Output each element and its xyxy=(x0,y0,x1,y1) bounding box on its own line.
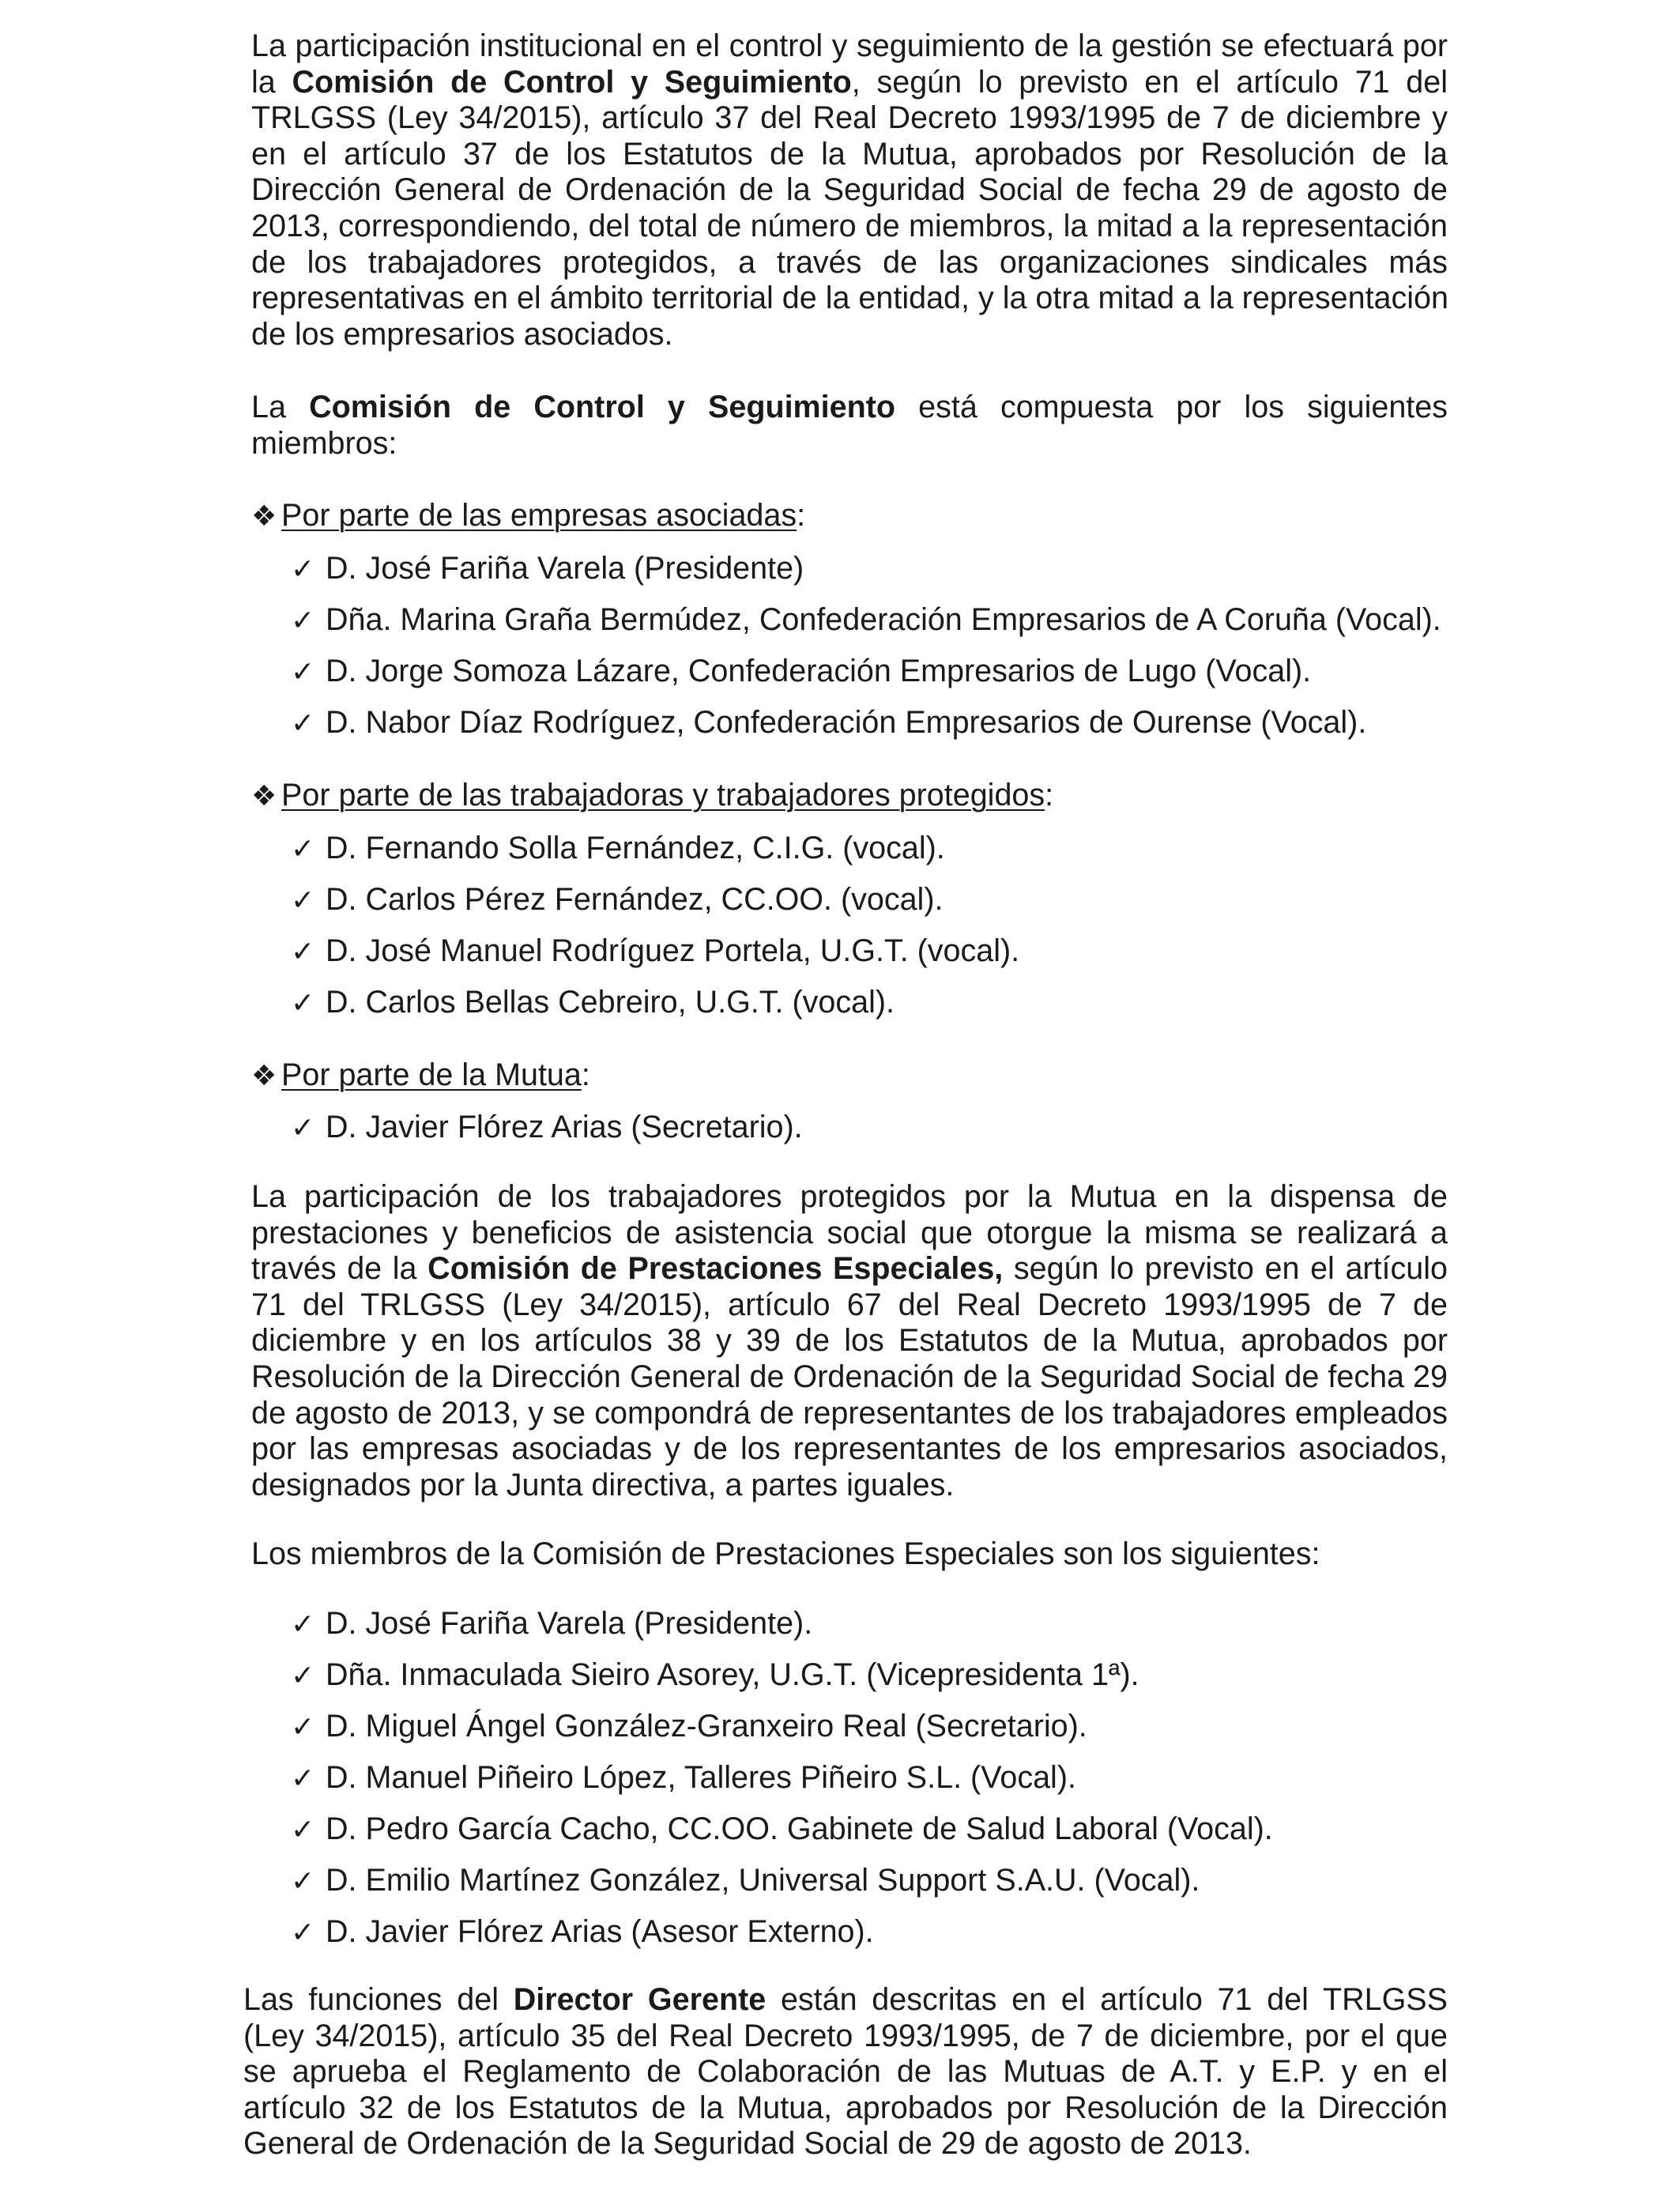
bold-term: Comisión de Prestaciones Especiales, xyxy=(428,1251,1004,1287)
list-item xyxy=(291,882,943,918)
checkmark-icon: ✓ xyxy=(291,552,315,585)
paragraph-line: prestaciones y beneficios de asistencia social que otorgue la misma se realizará a xyxy=(251,1215,1448,1250)
list-item xyxy=(291,831,945,867)
paragraph-line: de los trabajadores protegidos, a través de las organizaciones sindicales más xyxy=(251,244,1448,280)
paragraph-line: Las funciones del Director Gerente están descritas en el artículo 71 del TRLGSS xyxy=(243,1982,1448,2017)
paragraph-line: TRLGSS (Ley 34/2015), artículo 37 del Real Decreto 1993/1995 de 7 de diciembre y xyxy=(251,100,1448,136)
diamond-bullet-icon: ❖ xyxy=(251,779,277,812)
section-heading-workers: ❖ Por parte de las trabajadoras y trabajadores protegidos: xyxy=(251,778,1054,812)
checkmark-icon: ✓ xyxy=(291,832,315,865)
paragraph-cpe-members-intro: Los miembros de la Comisión de Prestaciones Especiales son los siguientes: xyxy=(251,1536,1320,1571)
list-item xyxy=(291,551,804,587)
checkmark-icon: ✓ xyxy=(291,1864,315,1897)
list-item xyxy=(291,1657,1139,1694)
paragraph-line: La participación institucional en el control y seguimiento de la gestión se efectuará por xyxy=(251,28,1448,63)
list-item-text: D. Nabor Díaz Rodríguez, Confederación Empresarios de Ourense (Vocal). xyxy=(326,705,1367,740)
list-item-text: D. Pedro García Cacho, CC.OO. Gabinete de Salud Laboral (Vocal). xyxy=(326,1811,1273,1846)
list-item xyxy=(291,1760,1076,1796)
checkmark-icon: ✓ xyxy=(291,604,315,636)
paragraph-line: La participación de los trabajadores protegidos por la Mutua en la dispensa de xyxy=(251,1179,1448,1214)
list-item xyxy=(291,705,1366,741)
paragraph-line: de los empresarios asociados. xyxy=(251,316,673,352)
diamond-bullet-icon: ❖ xyxy=(251,1059,277,1091)
paragraph-line: por las empresas asociadas y de los representantes de los empresarios asociados, xyxy=(251,1431,1448,1467)
paragraph-control-commission xyxy=(251,28,1448,352)
paragraph-line: en el artículo 37 de los Estatutos de la Mutua, aprobados por Resolución de la xyxy=(251,136,1448,172)
list-item-text: D. José Fariña Varela (Presidente). xyxy=(326,1606,813,1641)
list-item-text: D. Javier Flórez Arias (Asesor Externo). xyxy=(326,1914,874,1949)
paragraph-line: artículo 32 de los Estatutos de la Mutua, aprobados por Resolución de la Dirección xyxy=(243,2090,1448,2125)
list-item xyxy=(291,985,895,1021)
paragraph-line: se aprueba el Reglamento de Colaboración de las Mutuas de A.T. y E.P. y en el xyxy=(243,2054,1448,2090)
paragraph-line: 2013, correspondiendo, del total de número de miembros, la mitad a la representación xyxy=(251,208,1448,243)
paragraph-line: representativas en el ámbito territorial de la entidad, y la otra mitad a la representación xyxy=(251,281,1448,316)
paragraph-line: (Ley 34/2015), artículo 35 del Real Decreto 1993/1995, de 7 de diciembre, por el que xyxy=(243,2018,1448,2053)
list-item-text: D. José Manuel Rodríguez Portela, U.G.T. (vocal). xyxy=(326,933,1020,968)
bold-term: Comisión de Control y Seguimiento xyxy=(309,390,896,424)
paragraph-line: La Comisión de Control y Seguimiento está compuesta por los siguientes xyxy=(251,390,1448,424)
paragraph-special-benefits-commission xyxy=(251,1179,1448,1503)
section-title: Por parte de la Mutua xyxy=(281,1057,582,1092)
paragraph-line: la Comisión de Control y Seguimiento, según lo previsto en el artículo 71 del xyxy=(251,64,1448,100)
list-item xyxy=(291,1863,1200,1899)
section-heading-mutua: ❖ Por parte de la Mutua: xyxy=(251,1057,590,1092)
list-item-text: D. Carlos Bellas Cebreiro, U.G.T. (vocal). xyxy=(326,985,895,1020)
bold-term: Director Gerente xyxy=(513,1982,767,2017)
list-item xyxy=(291,1914,874,1951)
paragraph-line: designados por la Junta directiva, a partes iguales. xyxy=(251,1467,955,1502)
list-item-text: D. Fernando Solla Fernández, C.I.G. (vocal). xyxy=(326,831,945,865)
list-item-text: D. José Fariña Varela (Presidente) xyxy=(326,551,804,586)
section-title: Por parte de las trabajadoras y trabajadores protegidos xyxy=(281,778,1045,812)
checkmark-icon: ✓ xyxy=(291,1916,315,1948)
checkmark-icon: ✓ xyxy=(291,1710,315,1743)
list-item-text: D. Javier Flórez Arias (Secretario). xyxy=(326,1110,803,1144)
checkmark-icon: ✓ xyxy=(291,655,315,688)
section-title: Por parte de las empresas asociadas xyxy=(281,498,797,533)
checkmark-icon: ✓ xyxy=(291,707,315,739)
list-item-text: D. Miguel Ángel González-Granxeiro Real (Secretario). xyxy=(326,1709,1087,1744)
list-item-text: D. Manuel Piñeiro López, Talleres Piñeiro S.L. (Vocal). xyxy=(326,1760,1076,1795)
paragraph-director-general xyxy=(243,1982,1448,2162)
list-item xyxy=(291,1811,1273,1848)
list-item-text: Dña. Inmaculada Sieiro Asorey, U.G.T. (Vicepresidenta 1ª). xyxy=(326,1657,1139,1692)
checkmark-icon: ✓ xyxy=(291,1659,315,1691)
list-item-text: D. Emilio Martínez González, Universal Support S.A.U. (Vocal). xyxy=(326,1863,1200,1898)
paragraph-line: miembros: xyxy=(251,425,397,461)
list-item xyxy=(291,1709,1087,1745)
paragraph-line: de agosto de 2013, y se compondrá de representantes de los trabajadores empleados xyxy=(251,1395,1448,1431)
list-item-text: D. Carlos Pérez Fernández, CC.OO. (vocal). xyxy=(326,882,944,917)
checkmark-icon: ✓ xyxy=(291,1813,315,1845)
paragraph-line: diciembre y en los artículos 38 y 39 de los Estatutos de la Mutua, aprobados por xyxy=(251,1323,1448,1359)
paragraph-line: través de la Comisión de Prestaciones Especiales, según lo previsto en el artículo xyxy=(251,1251,1448,1287)
list-item xyxy=(291,602,1441,639)
checkmark-icon: ✓ xyxy=(291,884,315,916)
paragraph-line: Dirección General de Ordenación de la Seguridad Social de fecha 29 de agosto de xyxy=(251,172,1448,208)
list-item xyxy=(291,933,1019,970)
paragraph-commission-composition xyxy=(251,390,1448,462)
section-heading-companies: ❖ Por parte de las empresas asociadas: xyxy=(251,498,806,533)
checkmark-icon: ✓ xyxy=(291,935,315,967)
paragraph-line: 71 del TRLGSS (Ley 34/2015), artículo 67 del Real Decreto 1993/1995 de 7 de xyxy=(251,1287,1448,1322)
diamond-bullet-icon: ❖ xyxy=(251,499,277,532)
checkmark-icon: ✓ xyxy=(291,986,315,1019)
list-item-text: Dña. Marina Graña Bermúdez, Confederación Empresarios de A Coruña (Vocal). xyxy=(326,602,1441,637)
checkmark-icon: ✓ xyxy=(291,1762,315,1794)
list-item xyxy=(291,1110,803,1146)
checkmark-icon: ✓ xyxy=(291,1608,315,1640)
list-item xyxy=(291,654,1311,690)
bold-term: Comisión de Control y Seguimiento xyxy=(292,64,852,100)
paragraph-line: Resolución de la Dirección General de Ordenación de la Seguridad Social de fecha 29 xyxy=(251,1359,1448,1394)
checkmark-icon: ✓ xyxy=(291,1111,315,1144)
list-item xyxy=(291,1606,812,1642)
paragraph-line: General de Ordenación de la Seguridad Social de 29 de agosto de 2013. xyxy=(243,2126,1252,2162)
list-item-text: D. Jorge Somoza Lázare, Confederación Empresarios de Lugo (Vocal). xyxy=(326,654,1312,688)
